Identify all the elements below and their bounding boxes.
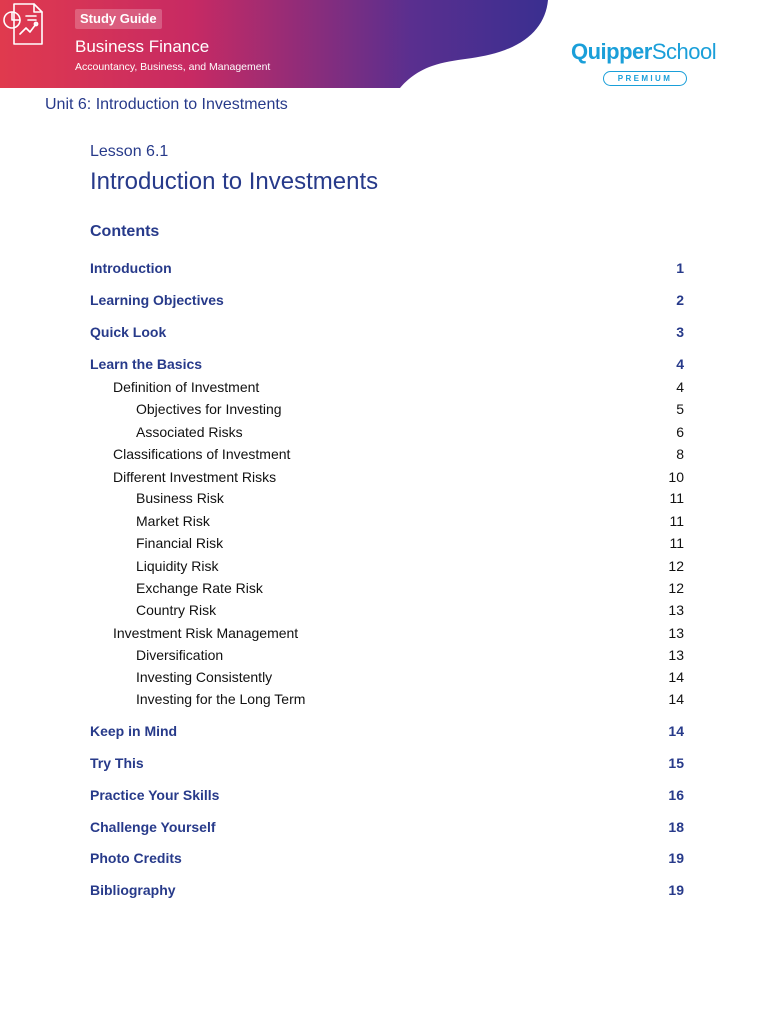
toc-entry[interactable] xyxy=(113,444,684,464)
toc-entry[interactable] xyxy=(136,667,684,687)
toc-entry[interactable] xyxy=(90,354,684,374)
toc-entry[interactable] xyxy=(113,377,684,397)
toc-entry-title: Associated Risks xyxy=(136,424,243,440)
toc-entry-page: 11 xyxy=(669,535,684,551)
toc-entry-title: Bibliography xyxy=(90,882,176,898)
unit-title: Unit 6: Introduction to Investments xyxy=(45,96,288,113)
toc-entry-title: Introduction xyxy=(90,260,172,276)
toc-entry-title: Market Risk xyxy=(136,513,210,529)
toc-entry-page: 14 xyxy=(668,723,684,739)
toc-entry-page: 19 xyxy=(668,882,684,898)
toc-entry-title: Photo Credits xyxy=(90,850,182,866)
toc-entry-page: 16 xyxy=(668,787,684,803)
toc-entry[interactable] xyxy=(136,422,684,442)
toc-entry-page: 5 xyxy=(676,401,684,417)
toc-entry-title: Financial Risk xyxy=(136,535,224,551)
toc-entry[interactable] xyxy=(90,817,684,837)
toc-entry-title: Definition of Investment xyxy=(113,379,260,395)
toc-entry-page: 14 xyxy=(668,691,684,707)
toc-entry[interactable] xyxy=(90,848,684,868)
toc-entry[interactable] xyxy=(90,753,684,773)
toc-entry-page: 8 xyxy=(676,446,684,462)
toc-entry-page: 10 xyxy=(668,469,684,485)
toc-entry[interactable] xyxy=(136,600,684,620)
toc-entry-title: Keep in Mind xyxy=(90,723,178,739)
toc-entry-page: 6 xyxy=(676,424,684,440)
toc-entry[interactable] xyxy=(90,258,684,278)
toc-entry[interactable] xyxy=(136,488,684,508)
toc-entry-page: 19 xyxy=(668,850,684,866)
toc-entry-page: 1 xyxy=(676,260,684,276)
toc-entry[interactable] xyxy=(113,467,684,487)
toc-entry-title: Learning Objectives xyxy=(90,292,224,308)
toc-entry[interactable] xyxy=(113,623,684,643)
toc-entry-title: Different Investment Risks xyxy=(113,469,277,485)
toc-entry-page: 13 xyxy=(668,625,684,641)
toc-entry[interactable] xyxy=(136,533,684,553)
toc-entry-page: 14 xyxy=(668,669,684,685)
toc-entry-page: 12 xyxy=(668,558,684,574)
toc-entry-page: 13 xyxy=(668,647,684,663)
toc-entry-title: Objectives for Investing xyxy=(136,401,282,417)
toc-entry-page: 4 xyxy=(676,379,684,395)
toc-entry-title: Investing for the Long Term xyxy=(136,691,306,707)
toc-entry[interactable] xyxy=(90,785,684,805)
toc-entry-page: 18 xyxy=(668,819,684,835)
toc-entry[interactable] xyxy=(90,880,684,900)
toc-entry[interactable] xyxy=(136,399,684,419)
toc-entry-title: Try This xyxy=(90,755,144,771)
toc-entry-title: Quick Look xyxy=(90,324,167,340)
toc-entry-page: 11 xyxy=(669,490,684,506)
toc-entry-title: Learn the Basics xyxy=(90,356,203,372)
brand-tier-badge: PREMIUM xyxy=(603,71,687,86)
toc-entry[interactable] xyxy=(136,511,684,531)
brand-name-part1: Quipper xyxy=(571,39,652,64)
contents-heading: Contents xyxy=(90,223,160,240)
toc-entry-page: 13 xyxy=(668,602,684,618)
toc-entry-page: 4 xyxy=(676,356,684,372)
toc-entry-title: Challenge Yourself xyxy=(90,819,216,835)
toc-entry-page: 2 xyxy=(676,292,684,308)
lesson-number: Lesson 6.1 xyxy=(90,143,169,160)
toc-entry-page: 11 xyxy=(669,513,684,529)
toc-entry-page: 12 xyxy=(668,580,684,596)
toc-entry[interactable] xyxy=(90,290,684,310)
toc-entry[interactable] xyxy=(136,689,684,709)
toc-entry-page: 15 xyxy=(668,755,684,771)
toc-entry[interactable] xyxy=(90,721,684,741)
toc-entry-page: 3 xyxy=(676,324,684,340)
toc-entry[interactable] xyxy=(136,556,684,576)
brand-name-part2: School xyxy=(651,39,717,64)
toc-entry-title: Liquidity Risk xyxy=(136,558,219,574)
toc-entry-title: Investment Risk Management xyxy=(113,625,299,641)
toc-entry-title: Country Risk xyxy=(136,602,217,618)
toc-entry-title: Exchange Rate Risk xyxy=(136,580,263,596)
study-guide-badge: Study Guide xyxy=(75,9,162,29)
toc-entry-title: Investing Consistently xyxy=(136,669,273,685)
toc-entry[interactable] xyxy=(90,322,684,342)
toc-entry[interactable] xyxy=(136,645,684,665)
toc-entry-title: Classifications of Investment xyxy=(113,446,291,462)
toc-entry-title: Business Risk xyxy=(136,490,224,506)
toc-entry-title: Diversification xyxy=(136,647,224,663)
toc-entry[interactable] xyxy=(136,578,684,598)
subject-title: Business Finance xyxy=(75,37,210,56)
toc-entry-title: Practice Your Skills xyxy=(90,787,220,803)
lesson-title: Introduction to Investments xyxy=(90,168,379,195)
strand-subtitle: Accountancy, Business, and Management xyxy=(75,61,271,73)
